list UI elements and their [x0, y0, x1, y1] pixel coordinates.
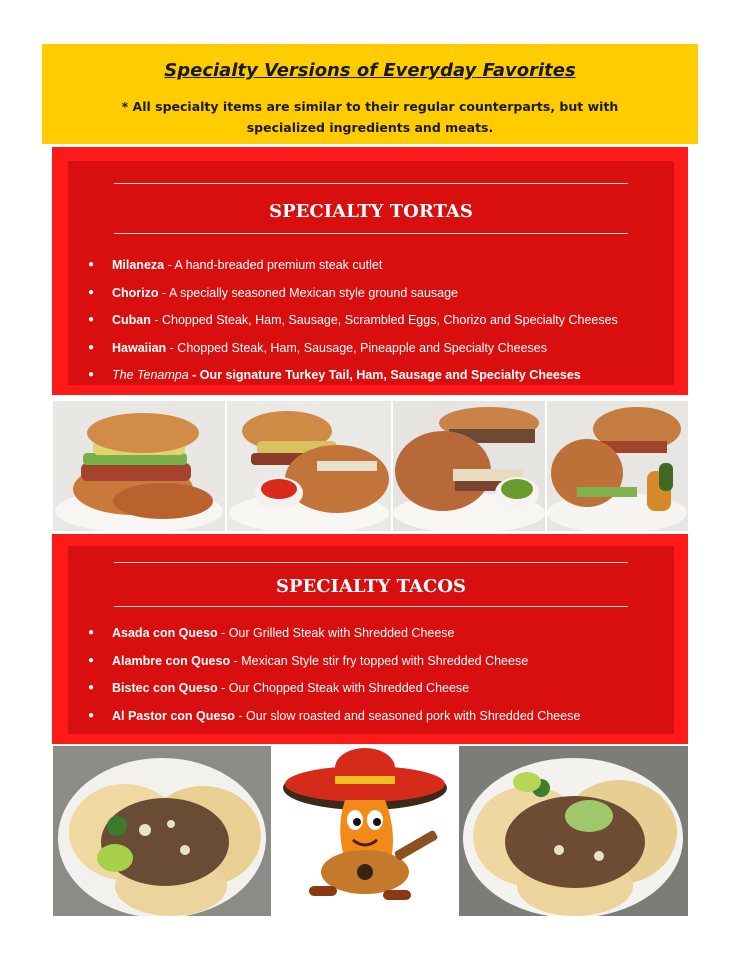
- list-item: [88, 366, 668, 394]
- list-item: [88, 284, 668, 312]
- tortas-panel-inner: [68, 161, 674, 385]
- item-name: Alambre con Queso: [112, 653, 231, 668]
- torta-photo-1: [53, 401, 225, 531]
- item-name: Chorizo: [112, 285, 159, 300]
- list-item: [88, 652, 668, 680]
- bullet-icon: ●: [88, 341, 95, 353]
- bullet-icon: ●: [88, 709, 95, 721]
- bullet-icon: ●: [88, 286, 95, 298]
- list-item: [88, 311, 668, 339]
- item-name: Asada con Queso: [112, 626, 218, 640]
- tortas-panel: [52, 147, 688, 395]
- item-desc: - Our Chopped Steak with Shredded Cheese: [217, 681, 470, 695]
- tacos-top-rule: [114, 562, 628, 563]
- mariachi-pepper-mascot: [273, 746, 457, 916]
- item-name: The Tenampa: [112, 368, 189, 382]
- tortas-list: [88, 256, 668, 394]
- torta-photo-4: [547, 401, 688, 531]
- bullet-icon: ●: [88, 654, 95, 666]
- item-desc: - Chopped Steak, Ham, Sausage, Pineapple and Specialty Cheeses: [166, 340, 547, 355]
- torta-photo-3: [393, 401, 545, 531]
- bullet-icon: ●: [88, 314, 95, 325]
- banner-note: * All specialty items are similar to their regular counterparts, but with specialized ingredients and meats.: [121, 99, 619, 135]
- list-item: [88, 624, 668, 652]
- bullet-icon: ●: [88, 682, 95, 693]
- tortas-title: SPECIALTY TORTAS: [269, 201, 473, 222]
- banner-title: Specialty Versions of Everyday Favorites: [164, 60, 576, 81]
- list-item: [88, 339, 668, 367]
- tacos-bottom-rule: [114, 606, 628, 607]
- taco-plate-photo-2: [459, 746, 688, 916]
- item-desc: - Mexican Style stir fry topped with Shredded Cheese: [230, 653, 529, 668]
- list-item: [88, 707, 668, 735]
- item-name: Hawaiian: [112, 340, 167, 355]
- taco-plate-photo-1: [53, 746, 271, 916]
- item-desc: - A hand-breaded premium steak cutlet: [164, 258, 383, 272]
- item-name: Milaneza: [112, 258, 165, 272]
- list-item: [88, 679, 668, 707]
- item-name: Cuban: [112, 313, 151, 327]
- item-name: Al Pastor con Queso: [112, 708, 235, 723]
- tortas-bottom-rule: [114, 233, 628, 234]
- tacos-title: SPECIALTY TACOS: [275, 576, 467, 597]
- item-name: Bistec con Queso: [112, 681, 218, 695]
- bullet-icon: ●: [88, 627, 95, 638]
- item-desc: - Chopped Steak, Ham, Sausage, Scrambled Eggs, Chorizo and Specialty Cheeses: [150, 313, 618, 327]
- torta-photo-2: [227, 401, 391, 531]
- header-banner: [42, 44, 698, 144]
- item-desc: - Our signature Turkey Tail, Ham, Sausage and Specialty Cheeses: [188, 368, 581, 382]
- bullet-icon: ●: [88, 259, 95, 270]
- item-desc: - A specially seasoned Mexican style ground sausage: [158, 285, 459, 300]
- tacos-panel-inner: [68, 546, 674, 734]
- item-desc: - Our Grilled Steak with Shredded Cheese: [217, 626, 455, 640]
- tortas-top-rule: [114, 183, 628, 184]
- tacos-list: [88, 624, 668, 734]
- bullet-icon: ●: [88, 369, 95, 380]
- item-desc: - Our slow roasted and seasoned pork with Shredded Cheese: [234, 708, 581, 723]
- list-item: [88, 256, 668, 284]
- tacos-panel: [52, 534, 688, 744]
